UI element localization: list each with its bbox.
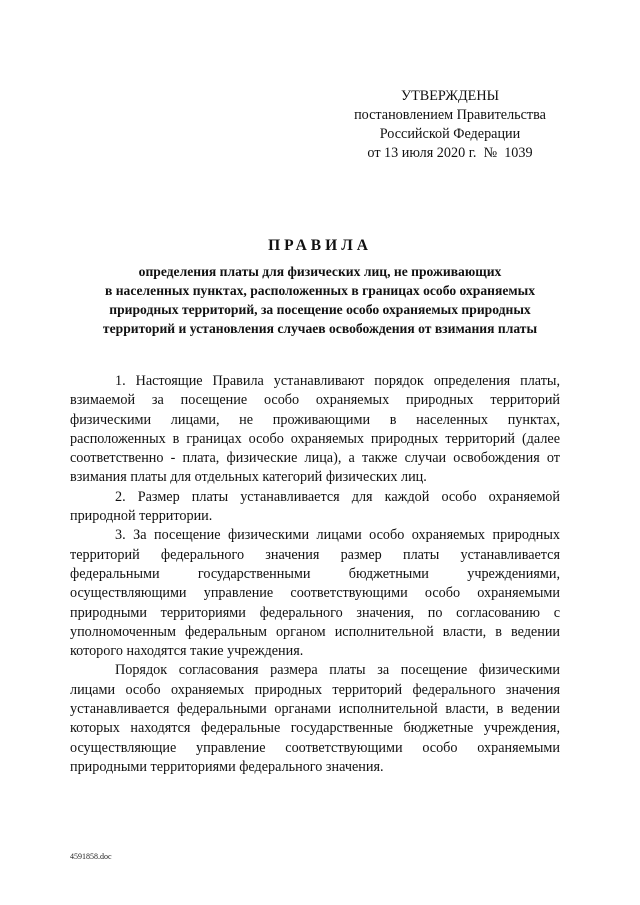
paragraph-4: Порядок согласования размера платы за посещение физическими лицами особо охраняемых природных территорий федерального значения устанавливается федеральными органами исполнительной власти, в ведении которых находятся федеральные государственные бюджетные учреждения, осуществляющие управление соответствующими особо охраняемыми природными территориями федерального значения. xyxy=(70,662,560,775)
approval-block xyxy=(320,87,580,163)
paragraph-3: 3. За посещение физическими лицами особо охраняемых природных территорий федерального значения размер платы устанавливается федеральными государственными бюджетными учреждениями, осуществляющими управление соответствующими особо охраняемыми природными территориями федерального значения, по согласованию с уполномоченным федеральным органом исполнительной власти, в ведении которого находятся такие учреждения. xyxy=(70,527,560,660)
subtitle-line: определения платы для физических лиц, не проживающих xyxy=(138,264,502,279)
paragraph-1: 1. Настоящие Правила устанавливают порядок определения платы, взимаемой за посещение особо охраняемых природных территорий физическими лицами, не проживающими в населенных пунктах, расположенных в границах особо охраняемых природных территорий (далее соответственно - плата, физические лица), а также случаи освобождения от взимания платы для отдельных категорий физических лиц. xyxy=(70,373,560,486)
subtitle-line: территорий и установления случаев освобождения от взимания платы xyxy=(102,321,538,336)
approval-line-date-number: от 13 июля 2020 г. № 1039 xyxy=(367,145,533,161)
approval-heading: УТВЕРЖДЕНЫ xyxy=(401,88,499,104)
document-subtitle xyxy=(60,262,580,338)
approval-line-resolution: постановлением Правительства xyxy=(354,107,546,123)
subtitle-line: природных территорий, за посещение особо охраняемых природных xyxy=(109,302,531,317)
approval-line-country: Российской Федерации xyxy=(379,126,521,142)
subtitle-line: в населенных пунктах, расположенных в границах особо охраняемых xyxy=(104,283,536,298)
paragraph-2: 2. Размер платы устанавливается для каждой особо охраняемой природной территории. xyxy=(70,488,560,525)
document-title: ПРАВИЛА xyxy=(268,237,372,254)
file-name-footer: 4591858.doc xyxy=(70,852,112,861)
document-body xyxy=(70,372,560,777)
